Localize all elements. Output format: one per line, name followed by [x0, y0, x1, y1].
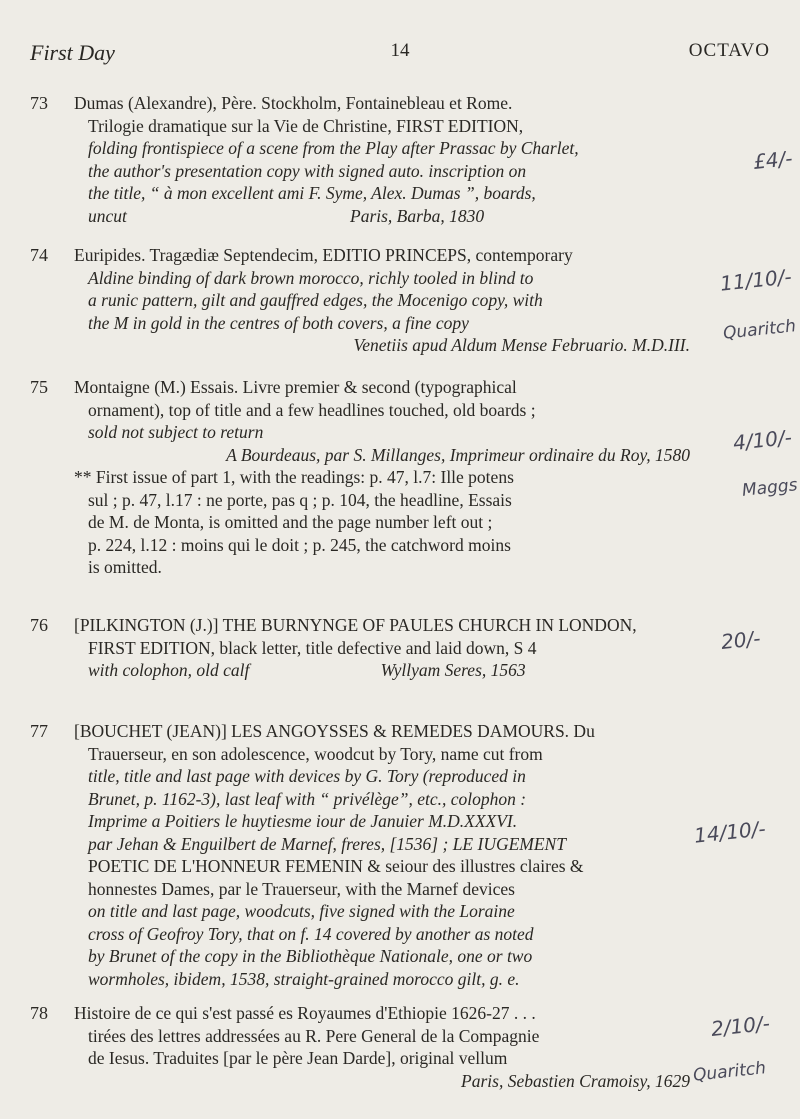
lot-line: p. 224, l.12 : moins qui le doit ; p. 245, the catchword moins: [88, 534, 511, 555]
page-number: 14: [390, 40, 410, 61]
lot-line: the title, “ à mon excellent ami F. Syme, Alex. Dumas ”, boards,: [88, 183, 536, 203]
lot-number: 75: [30, 377, 48, 397]
lot-description: [74, 614, 690, 682]
lot-entry: [30, 244, 690, 357]
lot-number: 77: [30, 721, 48, 741]
lot-line: the author's presentation copy with signed auto. inscription on: [88, 160, 527, 181]
lot-number: 74: [30, 245, 48, 265]
lot-line: is omitted.: [88, 557, 162, 577]
lot-line: [BOUCHET (JEAN)] LES ANGOYSSES & REMEDES DAMOURS. Du: [74, 721, 595, 741]
lot-line: title, title and last page with devices by G. Tory (reproduced in: [88, 766, 526, 786]
lot-line: [PILKINGTON (J.)] THE BURNYNGE OF PAULES CHURCH IN LONDON,: [74, 615, 637, 635]
handwritten-price: 14/10/-: [693, 816, 768, 848]
lot-line: folding frontispiece of a scene from the Play after Prassac by Charlet,: [88, 138, 579, 158]
lot-line: Venetiis apud Aldum Mense Februario. M.D.III.: [353, 335, 690, 355]
lot-line: sold not subject to return: [88, 422, 264, 442]
lot-line: A Bourdeaus, par S. Millanges, Imprimeur ordinaire du Roy, 1580: [226, 444, 690, 465]
lot-line: tirées des lettres addressées au R. Pere General de la Compagnie: [88, 1025, 540, 1046]
lot-line: Paris, Sebastien Cramoisy, 1629: [461, 1070, 690, 1091]
lot-description: [74, 720, 690, 990]
lot-entry: [30, 376, 690, 579]
lot-line: Dumas (Alexandre), Père. Stockholm, Fontainebleau et Rome.: [74, 93, 513, 113]
lot-line: POETIC DE L'HONNEUR FEMENIN & seiour des illustres claires &: [88, 856, 584, 876]
handwritten-price: 11/10/-: [719, 264, 794, 296]
handwritten-price: £4/-: [751, 146, 794, 174]
lot-line: FIRST EDITION, black letter, title defective and laid down, S 4: [88, 637, 537, 658]
lot-entry: [30, 720, 690, 990]
page-header: [30, 40, 770, 70]
handwritten-price: 2/10/-: [710, 1010, 772, 1042]
handwritten-price: 4/10/-: [732, 424, 794, 456]
handwritten-buyer: Quaritch: [722, 316, 797, 344]
lot-entry: [30, 614, 690, 682]
lot-line: a runic pattern, gilt and gauffred edges, the Mocenigo copy, with: [88, 290, 543, 310]
lot-line: Montaigne (M.) Essais. Livre premier & second (typographical: [74, 377, 517, 397]
lot-line: Trilogie dramatique sur la Vie de Christine, FIRST EDITION,: [88, 115, 524, 136]
lot-line: ** First issue of part 1, with the readings: p. 47, l.7: Ille potens: [74, 467, 514, 487]
lot-number: 78: [30, 1003, 48, 1023]
lot-line: Euripides. Tragædiæ Septendecim, EDITIO PRINCEPS, contemporary: [74, 245, 573, 265]
lot-line: sul ; p. 47, l.17 : ne porte, pas q ; p. 104, the headline, Essais: [88, 489, 512, 510]
lot-line: wormholes, ibidem, 1538, straight-grained morocco gilt, g. e.: [88, 968, 520, 989]
lot-number: 76: [30, 615, 48, 635]
lot-line: cross of Geofroy Tory, that on f. 14 covered by another as noted: [88, 923, 534, 944]
lot-description: [74, 376, 690, 579]
lot-line: ornament), top of title and a few headlines touched, old boards ;: [88, 399, 536, 420]
lot-line: on title and last page, woodcuts, five signed with the Loraine: [88, 901, 515, 921]
lot-line: Imprime a Poitiers le huytiesme iour de Januier M.D.XXXVI.: [88, 811, 518, 831]
lot-line: Trauerseur, en son adolescence, woodcut by Tory, name cut from: [88, 743, 543, 764]
lot-line: Histoire de ce qui s'est passé es Royaumes d'Ethiopie 1626-27 . . .: [74, 1003, 536, 1023]
lot-line: with colophon, old calf Wyllyam Seres, 1563: [88, 660, 526, 680]
lot-line: the M in gold in the centres of both covers, a fine copy: [88, 312, 469, 333]
lot-entry: [30, 92, 690, 227]
lot-line: Aldine binding of dark brown morocco, richly tooled in blind to: [88, 267, 534, 288]
lot-line: uncut Paris, Barba, 1830: [88, 205, 485, 226]
lot-line: honnestes Dames, par le Trauerseur, with the Marnef devices: [88, 878, 515, 899]
lot-description: [74, 244, 690, 357]
section-label: OCTAVO: [688, 40, 770, 61]
handwritten-price: 20/-: [719, 626, 762, 654]
lot-line: by Brunet of the copy in the Bibliothèque Nationale, one or two: [88, 946, 533, 966]
handwritten-buyer: Quaritch: [692, 1058, 767, 1086]
lot-line: par Jehan & Enguilbert de Marnef, freres, [1536] ; LE IUGEMENT: [88, 833, 566, 854]
lot-description: [74, 1002, 690, 1092]
lot-number: 73: [30, 93, 48, 113]
lot-line: Brunet, p. 1162-3), last leaf with “ privélège”, etc., colophon :: [88, 788, 527, 809]
lot-entry: [30, 1002, 690, 1092]
sale-day: First Day: [30, 40, 115, 65]
lot-description: [74, 92, 690, 227]
lot-line: de M. de Monta, is omitted and the page number left out ;: [88, 512, 493, 532]
lot-line: de Iesus. Traduites [par le père Jean Darde], original vellum: [88, 1048, 508, 1068]
handwritten-buyer: Maggs: [741, 475, 799, 501]
